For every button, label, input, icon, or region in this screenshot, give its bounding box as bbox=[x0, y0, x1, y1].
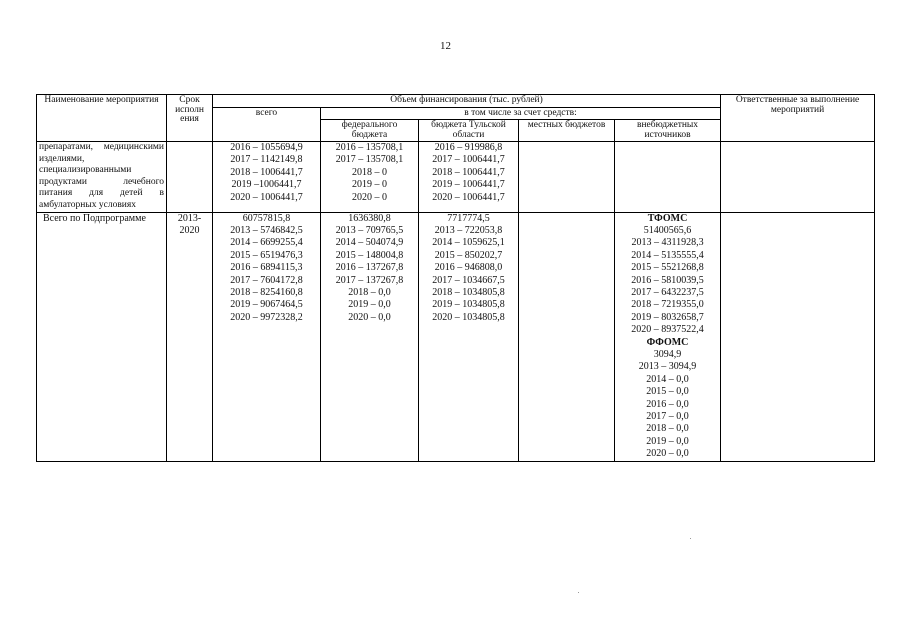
table-row bbox=[37, 212, 875, 461]
value-line: 51400565,6 bbox=[643, 224, 692, 236]
page-number: 12 bbox=[440, 40, 451, 52]
value-line: 2019 – 9067464,5 bbox=[230, 299, 303, 311]
value-line: 2016 – 135708,1 bbox=[335, 142, 404, 153]
value-line: 2018 – 0,0 bbox=[646, 423, 689, 435]
value-line: 2013 – 4311928,3 bbox=[631, 237, 704, 249]
value-line: ФФОМС bbox=[646, 336, 689, 348]
value-line: 2016 – 946808,0 bbox=[434, 262, 503, 274]
header-responsible: Ответственные за выполнение мероприятий bbox=[721, 95, 875, 142]
value-line: 2014 – 5135555,4 bbox=[631, 249, 704, 261]
value-line: 2020 – 0 bbox=[352, 191, 387, 203]
value-line: 2016 – 6894115,3 bbox=[230, 262, 303, 274]
row-regional-cell bbox=[419, 142, 519, 213]
header-extra: внебюджетных источников bbox=[615, 120, 721, 142]
value-line: 2015 – 0,0 bbox=[646, 386, 689, 398]
header-regional: бюджета Тульской области bbox=[419, 120, 519, 142]
value-line: 2014 – 504074,9 bbox=[335, 237, 404, 249]
value-line: 2013 – 3094,9 bbox=[638, 361, 697, 373]
value-line: 2014 – 1059625,1 bbox=[432, 237, 505, 249]
value-line: 3094,9 bbox=[653, 349, 682, 361]
value-line: 2013 – 722053,8 bbox=[434, 224, 503, 236]
value-line: 2017 – 1034667,5 bbox=[432, 274, 505, 286]
value-line: 2020 – 0,0 bbox=[646, 448, 689, 460]
value-line: 2019 –1006441,7 bbox=[231, 179, 302, 191]
header-name: Наименование мероприятия bbox=[37, 95, 167, 142]
row-term-cell bbox=[167, 142, 213, 213]
value-line: 2018 – 7219355,0 bbox=[631, 299, 704, 311]
value-line: 2014 – 0,0 bbox=[646, 373, 689, 385]
header-volume: Объем финансирования (тыс. рублей) bbox=[213, 95, 721, 108]
value-line: 2017 – 135708,1 bbox=[335, 154, 404, 166]
value-line: 2016 – 0,0 bbox=[646, 398, 689, 410]
header-term: Срок исполн ения bbox=[167, 95, 213, 142]
value-line: 2019 – 1006441,7 bbox=[432, 179, 505, 191]
row-regional-cell bbox=[419, 212, 519, 461]
header-total: всего bbox=[213, 107, 321, 142]
value-line: 2020 – 1034805,8 bbox=[432, 311, 505, 323]
value-line: 2017 – 7604172,8 bbox=[230, 274, 303, 286]
row-term-cell: 2013-2020 bbox=[167, 212, 213, 461]
value-line: 2016 – 919986,8 bbox=[434, 142, 503, 153]
funding-table bbox=[36, 94, 875, 462]
value-line: 2020 – 9972328,2 bbox=[230, 311, 303, 323]
value-line: 2015 – 148004,8 bbox=[335, 249, 404, 261]
value-line: 2016 – 1055694,9 bbox=[230, 142, 303, 153]
value-line: 2018 – 0,0 bbox=[348, 287, 391, 298]
row-extra-cell bbox=[615, 212, 721, 461]
value-line: 2015 – 850202,7 bbox=[434, 249, 503, 261]
value-line: 2016 – 5810039,5 bbox=[631, 274, 704, 286]
value-line: 2018 – 1006441,7 bbox=[230, 166, 303, 178]
row-local-cell bbox=[519, 142, 615, 213]
row-responsible-cell bbox=[721, 142, 875, 213]
scan-speck bbox=[578, 592, 579, 593]
value-line: 2017 – 6432237,5 bbox=[631, 287, 704, 298]
value-line: 2019 – 0 bbox=[352, 179, 387, 191]
value-line: 7717774,5 bbox=[447, 212, 490, 224]
row-extra-cell bbox=[615, 142, 721, 213]
value-line: 2018 – 0 bbox=[352, 166, 387, 178]
value-line: 2020 – 1006441,7 bbox=[230, 191, 303, 203]
value-line: 2019 – 0,0 bbox=[348, 299, 391, 311]
value-line: 2018 – 1006441,7 bbox=[432, 166, 505, 178]
value-line: 2013 – 5746842,5 bbox=[230, 224, 303, 236]
row-total-cell bbox=[213, 142, 321, 213]
value-line: 2017 – 137267,8 bbox=[335, 274, 404, 286]
value-line: 2019 – 0,0 bbox=[646, 435, 689, 447]
value-line: 2013 – 709765,5 bbox=[335, 224, 404, 236]
value-line: 2016 – 137267,8 bbox=[335, 262, 404, 274]
row-federal-cell bbox=[321, 142, 419, 213]
value-line: 60757815,8 bbox=[242, 212, 291, 224]
value-line: 2020 – 8937522,4 bbox=[631, 324, 704, 336]
value-line: 2018 – 8254160,8 bbox=[230, 287, 303, 298]
value-line: 2015 – 6519476,3 bbox=[230, 249, 303, 261]
table-row bbox=[37, 142, 875, 213]
header-local: местных бюджетов bbox=[519, 120, 615, 142]
row-responsible-cell bbox=[721, 212, 875, 461]
value-line: 1636380,8 bbox=[348, 212, 391, 224]
value-line: 2017 – 0,0 bbox=[646, 411, 689, 423]
value-line: 2020 – 0,0 bbox=[348, 311, 391, 323]
value-line: 2015 – 5521268,8 bbox=[631, 262, 704, 274]
row-federal-cell bbox=[321, 212, 419, 461]
value-line: 2017 – 1006441,7 bbox=[432, 154, 505, 166]
value-line: 2018 – 1034805,8 bbox=[432, 287, 505, 298]
value-line: ТФОМС bbox=[647, 212, 688, 224]
header-including: в том числе за счет средств: bbox=[321, 107, 721, 120]
value-line: 2019 – 8032658,7 bbox=[631, 311, 704, 323]
row-local-cell bbox=[519, 212, 615, 461]
header-federal: федерального бюджета bbox=[321, 120, 419, 142]
value-line: 2014 – 6699255,4 bbox=[230, 237, 303, 249]
row-name-cell: Всего по Подпрограмме bbox=[37, 212, 167, 461]
row-name-cell: препаратами, медицинскими изделиями, специализированными продуктами лечебного питания для детей в амбулаторных условиях bbox=[37, 142, 167, 213]
scan-speck bbox=[690, 538, 691, 539]
value-line: 2019 – 1034805,8 bbox=[432, 299, 505, 311]
value-line: 2020 – 1006441,7 bbox=[432, 191, 505, 203]
row-total-cell bbox=[213, 212, 321, 461]
value-line: 2017 – 1142149,8 bbox=[230, 154, 303, 166]
